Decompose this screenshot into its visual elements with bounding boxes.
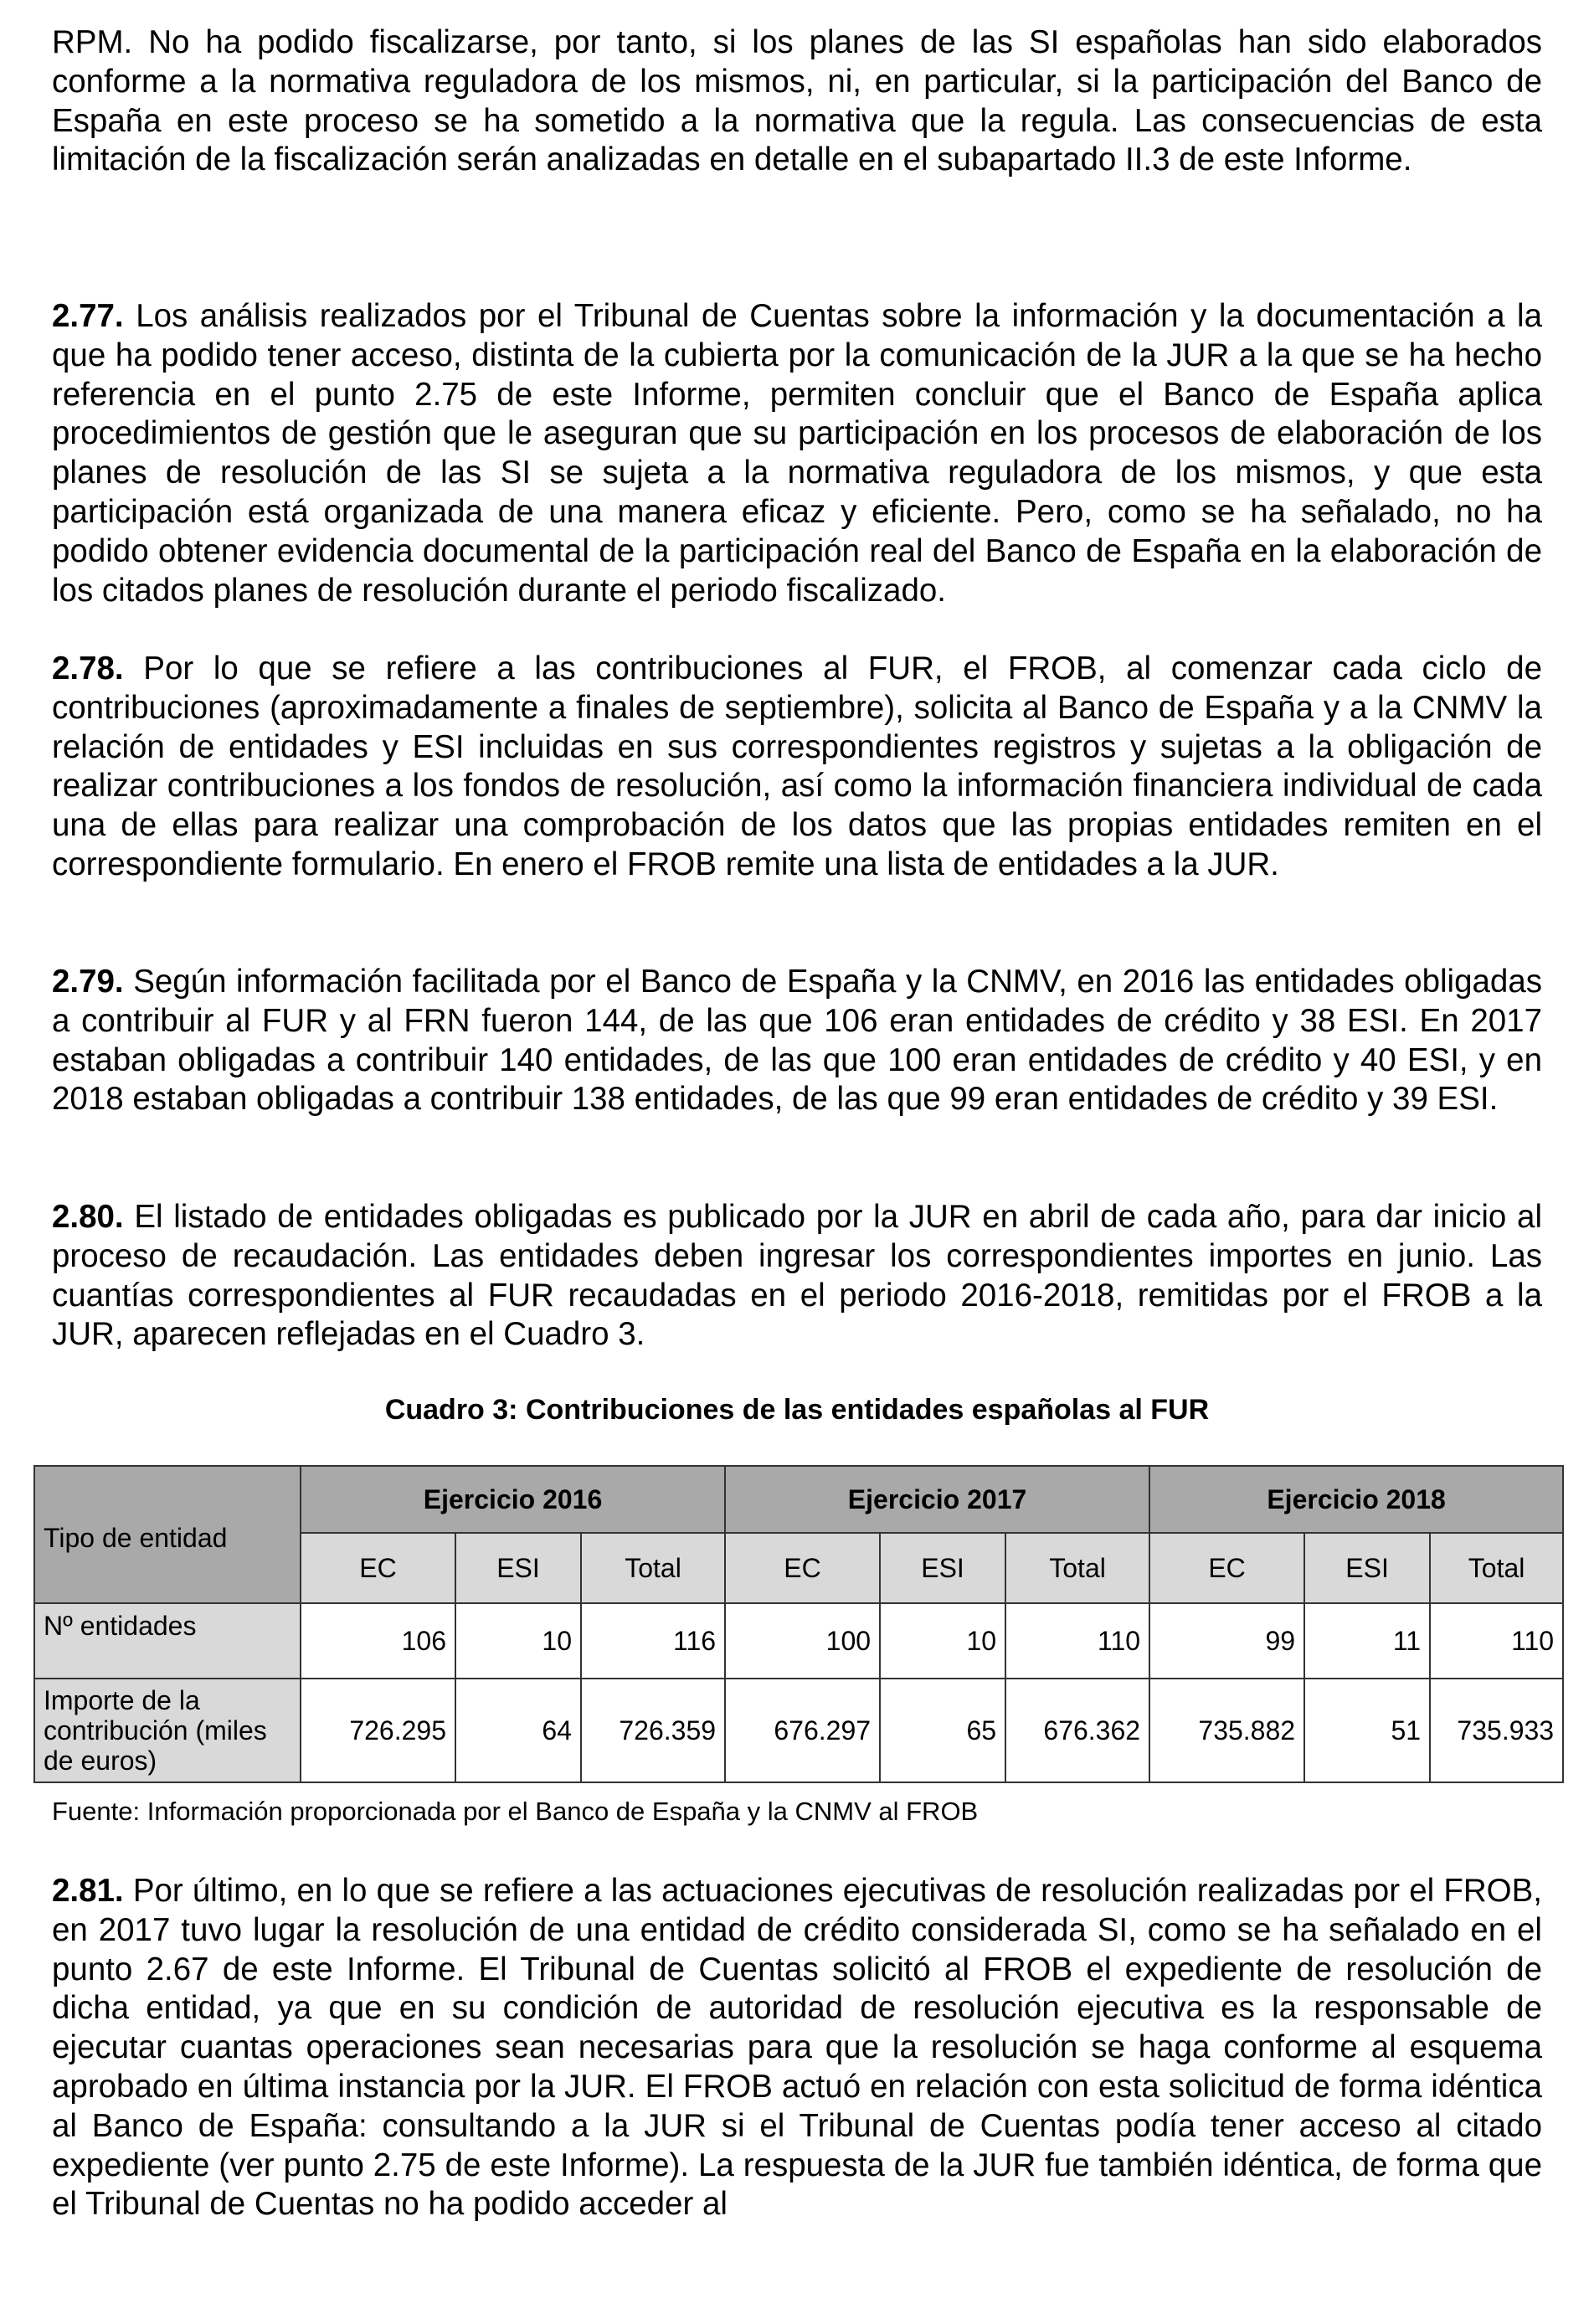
paragraph-2-80 xyxy=(52,1198,1542,1355)
paragraph-number: 2.81. xyxy=(52,1873,124,1909)
year-header-2018: Ejercicio 2018 xyxy=(1149,1466,1563,1533)
table-cell: 726.359 xyxy=(581,1679,725,1782)
table-cell: 65 xyxy=(880,1679,1005,1782)
contributions-table xyxy=(33,1465,1564,1783)
subcol-header: ESI xyxy=(880,1533,1005,1603)
subcol-header: EC xyxy=(301,1533,455,1603)
table-cell: 735.882 xyxy=(1149,1679,1304,1782)
paragraph-2-78 xyxy=(52,650,1542,885)
subcol-header: Total xyxy=(1005,1533,1149,1603)
row-label: Nº entidades xyxy=(34,1603,301,1679)
table-row xyxy=(34,1679,1563,1782)
table-cell: 116 xyxy=(581,1603,725,1679)
subcol-header: Total xyxy=(581,1533,725,1603)
row-label: Importe de la contribución (miles de euros) xyxy=(34,1679,301,1782)
table-header-row-years xyxy=(34,1466,1563,1533)
table-cell: 99 xyxy=(1149,1603,1304,1679)
table-cell: 11 xyxy=(1304,1603,1430,1679)
table-cell: 100 xyxy=(725,1603,880,1679)
table-caption: Cuadro 3: Contribuciones de las entidades españolas al FUR xyxy=(384,1394,1210,1426)
subcol-header: EC xyxy=(1149,1533,1304,1603)
paragraph-text: Por lo que se refiere a las contribuciones al FUR, el FROB, al comenzar cada ciclo de contribuciones (aproximadamente a finales de septiembre), solicita al Banco de España y a la CNMV la relación de entidades y ESI incluidas en sus correspondientes registros y sujetas a la obligación de realizar contribuciones a los fondos de resolución, así como la información financiera individual de cada una de ellas para realizar una comprobación de los datos que las propias entidades remiten en el correspondiente formulario. En enero el FROB remite una lista de entidades a la JUR. xyxy=(52,650,1542,882)
subcol-header: ESI xyxy=(455,1533,581,1603)
paragraph-number: 2.77. xyxy=(52,298,124,334)
paragraph-number: 2.80. xyxy=(52,1199,124,1235)
paragraph-2-81 xyxy=(52,1872,1542,2224)
table-cell: 10 xyxy=(880,1603,1005,1679)
year-header-2016: Ejercicio 2016 xyxy=(301,1466,725,1533)
paragraph-2-79 xyxy=(52,963,1542,1119)
paragraph-text: Por último, en lo que se refiere a las actuaciones ejecutivas de resolución realizadas por el FROB, en 2017 tuvo lugar la resolución de una entidad de crédito considerada SI, como se ha señalado en el punto 2.67 de este Informe. El Tribunal de Cuentas solicitó al FROB el expediente de resolución de dicha entidad, ya que en su condición de autoridad de resolución ejecutiva es la responsable de ejecutar cuantas operaciones sean necesarias para que la resolución se haga conforme al esquema aprobado en última instancia por la JUR. El FROB actuó en relación con esta solicitud de forma idéntica al Banco de España: consultando a la JUR si el Tribunal de Cuentas podía tener acceso al citado expediente (ver punto 2.75 de este Informe). La respuesta de la JUR fue también idéntica, de forma que el Tribunal de Cuentas no ha podido acceder al xyxy=(52,1873,1542,2223)
table-cell: 676.362 xyxy=(1005,1679,1149,1782)
year-header-2017: Ejercicio 2017 xyxy=(725,1466,1149,1533)
table-source-note: Fuente: Información proporcionada por el Banco de España y la CNMV al FROB xyxy=(52,1797,979,1826)
table-cell: 676.297 xyxy=(725,1679,880,1782)
table-cell: 10 xyxy=(455,1603,581,1679)
paragraph-number: 2.78. xyxy=(52,650,124,686)
row-header-label: Tipo de entidad xyxy=(34,1466,301,1603)
contributions-table-wrapper xyxy=(33,1465,1562,1783)
table-cell: 106 xyxy=(301,1603,455,1679)
subcol-header: ESI xyxy=(1304,1533,1430,1603)
paragraph-2-77 xyxy=(52,297,1542,610)
paragraph-text: Según información facilitada por el Banco de España y la CNMV, en 2016 las entidades obligadas a contribuir al FUR y al FRN fueron 144, de las que 106 eran entidades de crédito y 38 ESI. En 2017 estaban obligadas a contribuir 140 entidades, de las que 100 eran entidades de crédito y 40 ESI, y en 2018 estaban obligadas a contribuir 138 entidades, de las que 99 eran entidades de crédito y 39 ESI. xyxy=(52,964,1542,1118)
paragraph-text: El listado de entidades obligadas es publicado por la JUR en abril de cada año, para dar inicio al proceso de recaudación. Las entidades deben ingresar los correspondientes importes en junio. Las cuantías correspondientes al FUR recaudadas en el periodo 2016-2018, remitidas por el FROB a la JUR, aparecen reflejadas en el Cuadro 3. xyxy=(52,1199,1542,1353)
paragraph-intro: RPM. No ha podido fiscalizarse, por tanto, si los planes de las SI españolas han sido elaborados conforme a la normativa reguladora de los mismos, ni, en particular, si la participación del Banco de España en este proceso se ha sometido a la normativa que la regula. Las consecuencias de esta limitación de la fiscalización serán analizadas en detalle en el subapartado II.3 de este Informe. xyxy=(52,24,1542,178)
table-cell: 726.295 xyxy=(301,1679,455,1782)
table-row xyxy=(34,1603,1563,1679)
table-cell: 51 xyxy=(1304,1679,1430,1782)
subcol-header: EC xyxy=(725,1533,880,1603)
subcol-header: Total xyxy=(1430,1533,1563,1603)
table-cell: 64 xyxy=(455,1679,581,1782)
table-cell: 110 xyxy=(1005,1603,1149,1679)
paragraph-text: Los análisis realizados por el Tribunal de Cuentas sobre la información y la documentación a la que ha podido tener acceso, distinta de la cubierta por la comunicación de la JUR a la que se ha hecho referencia en el punto 2.75 de este Informe, permiten concluir que el Banco de España aplica procedimientos de gestión que le aseguran que su participación en los procesos de elaboración de los planes de resolución de las SI se sujeta a la normativa reguladora de los mismos, y que esta participación está organizada de una manera eficaz y eficiente. Pero, como se ha señalado, no ha podido obtener evidencia documental de la participación real del Banco de España en la elaboración de los citados planes de resolución durante el periodo fiscalizado. xyxy=(52,298,1542,609)
table-cell: 110 xyxy=(1430,1603,1563,1679)
paragraph-number: 2.79. xyxy=(52,964,124,1000)
table-cell: 735.933 xyxy=(1430,1679,1563,1782)
